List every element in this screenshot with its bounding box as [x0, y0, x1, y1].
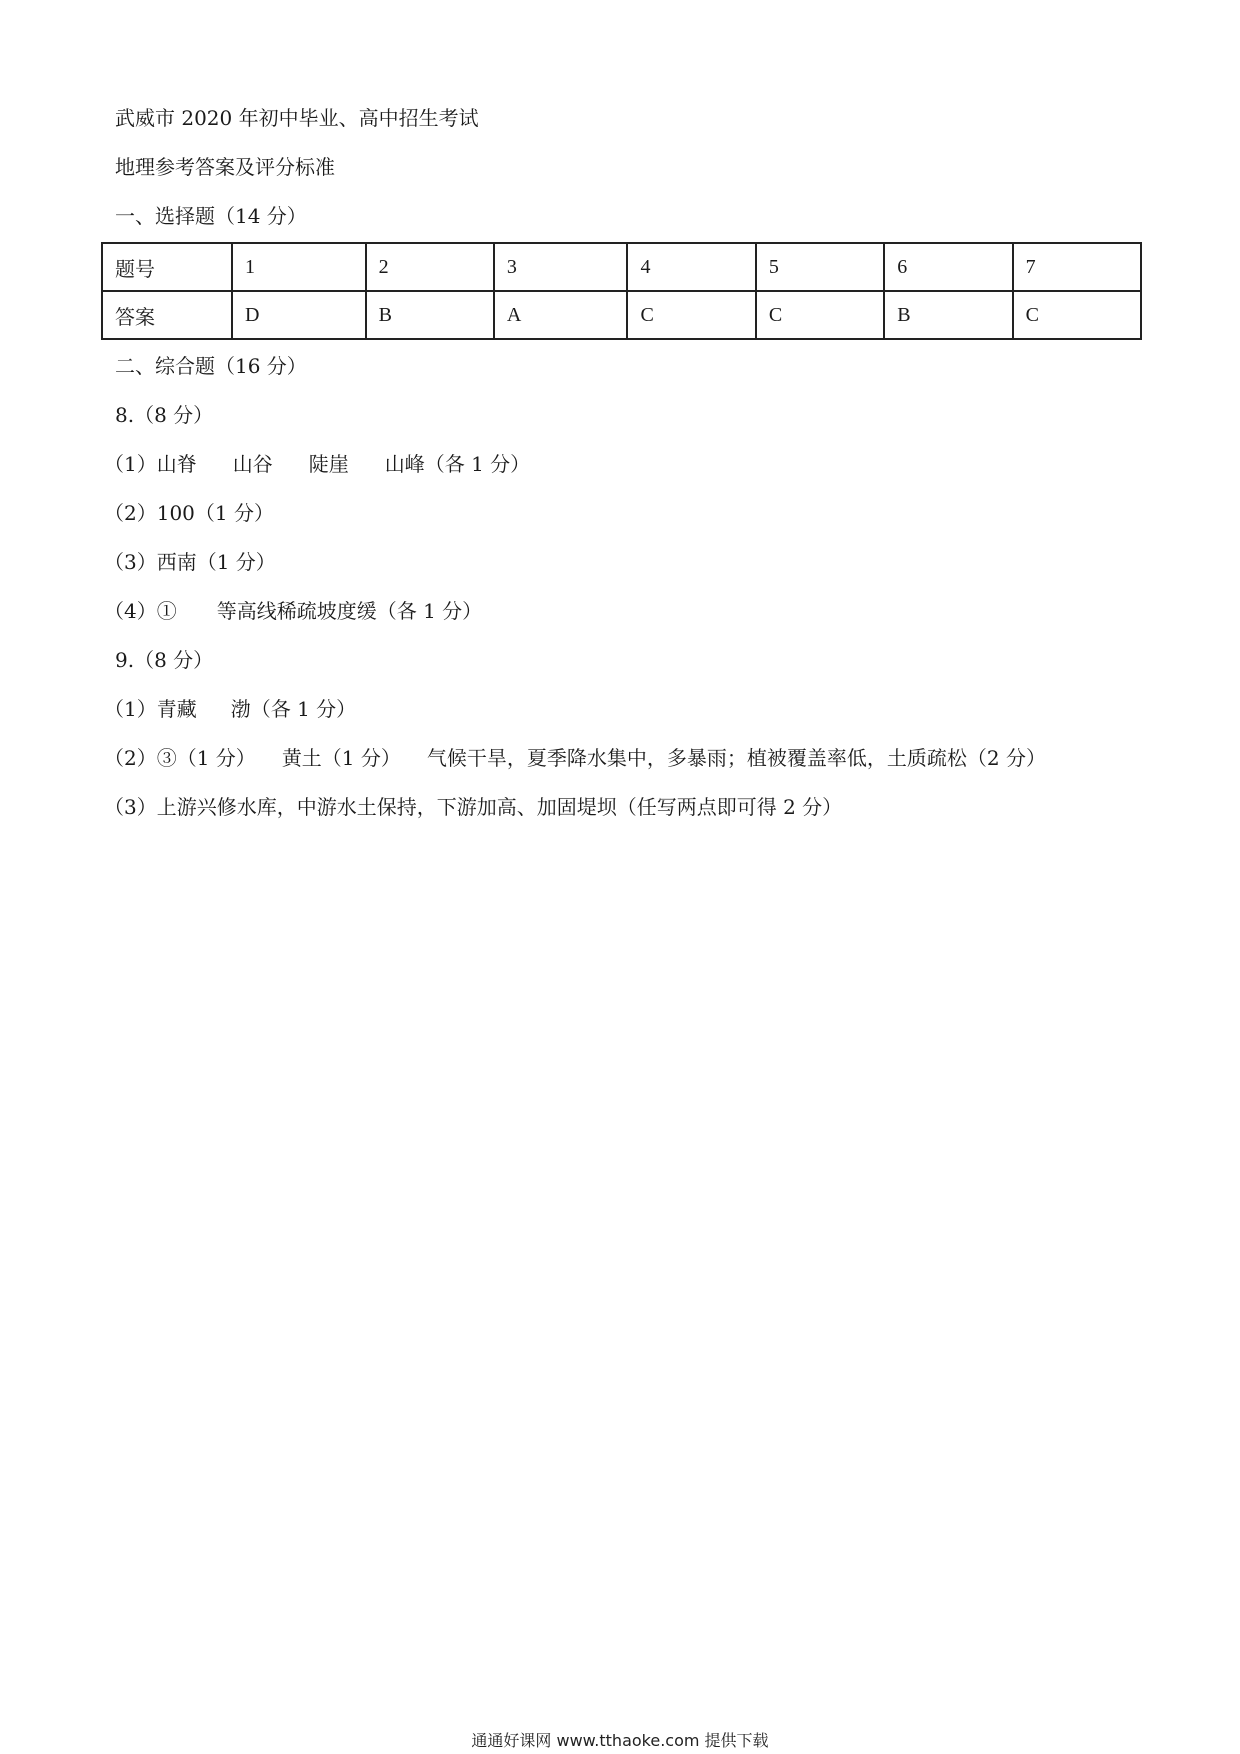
q9-answer-3: （3）上游兴修水库，中游水土保持，下游加高、加固堤坝（任写两点即可得 2 分）	[104, 795, 843, 819]
q9-heading: 9.（8 分）	[115, 648, 214, 672]
q8-answer-2: （2）100（1 分）	[104, 501, 274, 525]
q8-answer-4: （4）① 等高线稀疏坡度缓（各 1 分）	[104, 599, 483, 623]
document-subtitle: 地理参考答案及评分标准	[115, 155, 335, 179]
table-row	[102, 291, 1141, 339]
question-number: 1	[232, 243, 366, 291]
question-number: 7	[1013, 243, 1141, 291]
question-number: 3	[494, 243, 628, 291]
exam-title: 武威市 2020 年初中毕业、高中招生考试	[115, 106, 479, 130]
question-number: 2	[366, 243, 494, 291]
answer-cell: D	[232, 291, 366, 339]
answer-table	[101, 242, 1142, 340]
q9-answer-1: （1）青藏 渤（各 1 分）	[104, 697, 357, 721]
question-number: 6	[884, 243, 1012, 291]
row-label: 题号	[102, 243, 232, 291]
answer-cell: C	[627, 291, 755, 339]
answer-cell: C	[1013, 291, 1141, 339]
q8-heading: 8.（8 分）	[115, 403, 214, 427]
question-number: 4	[627, 243, 755, 291]
answer-cell: B	[884, 291, 1012, 339]
answer-cell: B	[366, 291, 494, 339]
footer-watermark: 通通好课网 www.tthaoke.com 提供下载	[471, 1731, 769, 1750]
q8-answer-1: （1）山脊 山谷 陡崖 山峰（各 1 分）	[104, 452, 531, 476]
answer-cell: C	[756, 291, 884, 339]
section1-heading: 一、选择题（14 分）	[115, 204, 307, 228]
q8-answer-3: （3）西南（1 分）	[104, 550, 276, 574]
answer-cell: A	[494, 291, 628, 339]
section2-heading: 二、综合题（16 分）	[115, 354, 307, 378]
table-row	[102, 243, 1141, 291]
row-label: 答案	[102, 291, 232, 339]
question-number: 5	[756, 243, 884, 291]
q9-answer-2: （2）③（1 分） 黄土（1 分） 气候干旱，夏季降水集中，多暴雨；植被覆盖率低，土质疏松（2 分）	[104, 746, 1046, 770]
